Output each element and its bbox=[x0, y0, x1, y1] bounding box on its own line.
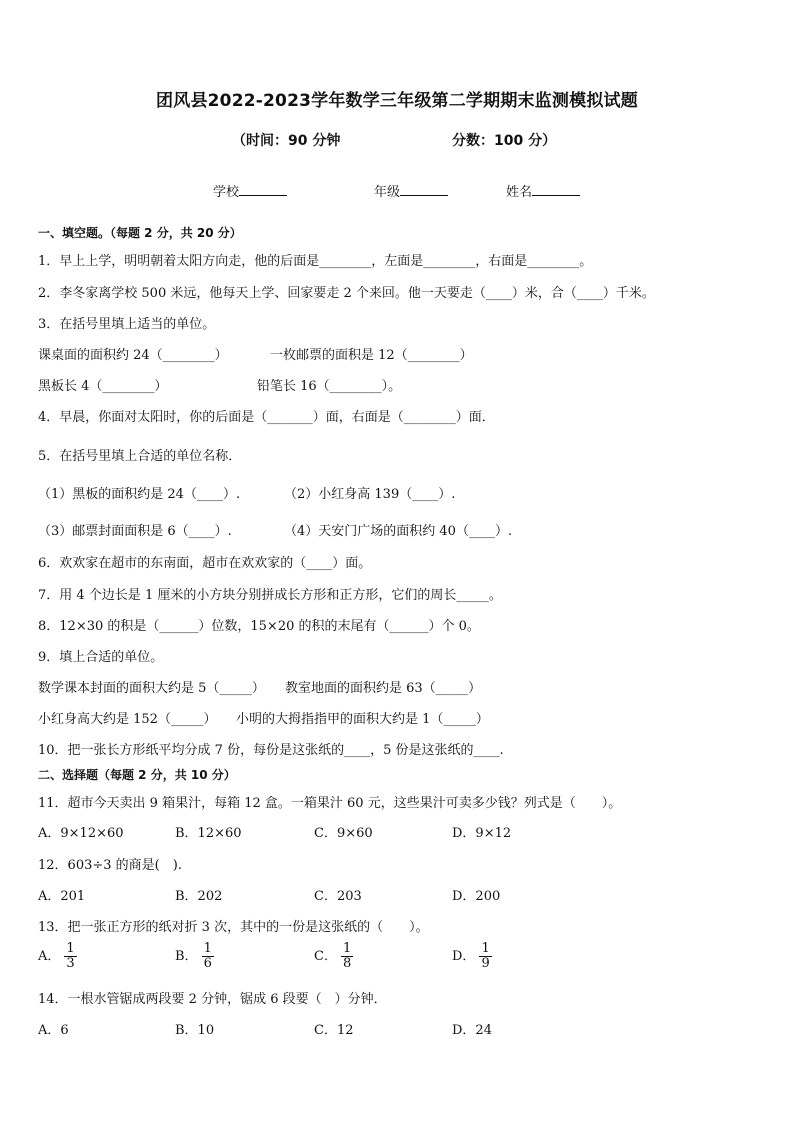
question-8: 8．12×30 的积是（______）位数，15×20 的积的末尾有（______）个 0。 bbox=[38, 619, 480, 634]
grade-field bbox=[374, 181, 448, 200]
q14-option-a[interactable]: A．6 bbox=[38, 1023, 69, 1038]
fraction-numerator: 1 bbox=[481, 941, 490, 956]
question-1: 1．早上上学，明明朝着太阳方向走，他的后面是________，左面是________，右面是________。 bbox=[38, 254, 593, 269]
q12-option-b[interactable]: B．202 bbox=[175, 889, 223, 904]
q13-option-b-label: B． bbox=[175, 949, 198, 964]
question-5a: （1）黑板的面积约是 24（____）. bbox=[38, 487, 241, 502]
question-5b: （2）小红身高 139（____）. bbox=[284, 487, 456, 502]
question-5c: （3）邮票封面面积是 6（____）. bbox=[38, 524, 232, 539]
question-13: 13．把一张正方形的纸对折 3 次，其中的一份是这张纸的（ ）。 bbox=[38, 920, 429, 935]
question-4: 4．早晨，你面对太阳时，你的后面是（_______）面，右面是（________）面． bbox=[38, 410, 495, 425]
question-12: 12．603÷3 的商是( ). bbox=[38, 858, 182, 873]
school-label: 学校 bbox=[213, 185, 240, 200]
name-label: 姓名 bbox=[506, 185, 533, 200]
question-3: 3．在括号里填上适当的单位。 bbox=[38, 317, 216, 332]
question-9d: 小明的大拇指指甲的面积大约是 1（_____） bbox=[236, 712, 489, 727]
grade-blank[interactable] bbox=[400, 183, 448, 196]
question-9a: 数学课本封面的面积大约是 5（_____） bbox=[38, 681, 265, 696]
fraction-denominator: 8 bbox=[342, 956, 352, 971]
question-9: 9．填上合适的单位。 bbox=[38, 650, 164, 665]
q13-option-d[interactable] bbox=[452, 942, 492, 971]
fraction bbox=[341, 942, 353, 971]
q12-option-d[interactable]: D．200 bbox=[452, 889, 501, 904]
q11-option-d[interactable]: D．9×12 bbox=[452, 826, 512, 841]
q13-option-a-label: A． bbox=[38, 949, 61, 964]
question-7: 7．用 4 个边长是 1 厘米的小方块分别拼成长方形和正方形，它们的周长_____。 bbox=[38, 588, 502, 603]
fraction bbox=[202, 942, 214, 971]
exam-time: （时间：90 分钟 bbox=[232, 133, 341, 149]
exam-title: 团风县2022-2023学年数学三年级第二学期期末监测模拟试题 bbox=[156, 91, 638, 111]
q13-option-c-label: C． bbox=[314, 949, 337, 964]
exam-score: 分数：100 分） bbox=[452, 133, 557, 149]
section-heading-fill: 一、填空题。（每题 2 分，共 20 分） bbox=[38, 226, 242, 240]
question-3b: 一枚邮票的面积是 12（________） bbox=[270, 348, 473, 363]
name-blank[interactable] bbox=[532, 183, 580, 196]
question-5: 5．在括号里填上合适的单位名称． bbox=[38, 449, 242, 464]
fraction bbox=[479, 942, 491, 971]
fraction-denominator: 6 bbox=[203, 956, 212, 971]
question-2: 2．李冬家离学校 500 米远，他每天上学、回家要走 2 个来回。他一天要走（____）米，合（____）千米。 bbox=[38, 286, 655, 301]
name-field bbox=[506, 181, 580, 200]
q13-option-a[interactable] bbox=[38, 942, 77, 971]
fraction-numerator: 1 bbox=[66, 941, 75, 956]
fraction-denominator: 3 bbox=[66, 956, 75, 971]
question-14: 14．一根水管锯成两段要 2 分钟，锯成 6 段要（ ）分钟． bbox=[38, 992, 387, 1007]
q12-option-c[interactable]: C．203 bbox=[314, 889, 362, 904]
fraction-numerator: 1 bbox=[203, 941, 212, 956]
question-3a: 课桌面的面积约 24（________） bbox=[38, 348, 228, 363]
q13-option-c[interactable] bbox=[314, 942, 353, 971]
q13-option-d-label: D． bbox=[452, 949, 476, 964]
q11-option-c[interactable]: C．9×60 bbox=[314, 826, 373, 841]
q14-option-d[interactable]: D．24 bbox=[452, 1023, 492, 1038]
question-3d: 铅笔长 16（________）。 bbox=[257, 379, 402, 394]
question-5d: （4）天安门广场的面积约 40（____）. bbox=[284, 524, 513, 539]
question-9c: 小红身高大约是 152（_____） bbox=[38, 712, 217, 727]
fraction-numerator: 1 bbox=[342, 941, 352, 956]
question-9b: 教室地面的面积约是 63（_____） bbox=[285, 681, 482, 696]
q12-option-a[interactable]: A．201 bbox=[38, 889, 86, 904]
q11-option-a[interactable]: A．9×12×60 bbox=[38, 826, 124, 841]
q14-option-c[interactable]: C．12 bbox=[314, 1023, 354, 1038]
fraction-denominator: 9 bbox=[481, 956, 490, 971]
fraction bbox=[64, 942, 76, 971]
q14-option-b[interactable]: B．10 bbox=[175, 1023, 215, 1038]
school-blank[interactable] bbox=[239, 183, 287, 196]
question-6: 6．欢欢家在超市的东南面，超市在欢欢家的（____）面。 bbox=[38, 556, 372, 571]
question-3c: 黑板长 4（________） bbox=[38, 379, 168, 394]
grade-label: 年级 bbox=[374, 185, 401, 200]
question-10: 10．把一张长方形纸平均分成 7 份，每份是这张纸的____，5 份是这张纸的____. bbox=[38, 743, 504, 758]
q11-option-b[interactable]: B．12×60 bbox=[175, 826, 242, 841]
school-field bbox=[213, 181, 287, 200]
question-11: 11．超市今天卖出 9 箱果汁，每箱 12 盒。一箱果汁 60 元，这些果汁可卖多少钱？列式是（ ）。 bbox=[38, 796, 622, 811]
q13-option-b[interactable] bbox=[175, 942, 214, 971]
section-heading-choice: 二、选择题（每题 2 分，共 10 分） bbox=[38, 768, 236, 782]
